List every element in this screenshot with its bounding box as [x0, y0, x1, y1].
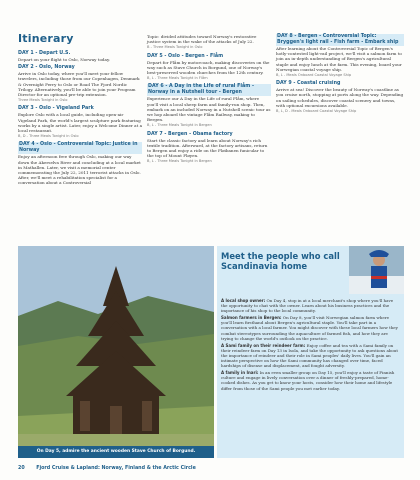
day-description: Experience our A Day in the Life of rural Flåm, where you'll visit a local sheep farm and family-run shop. Then, embark on an included Norway in a Nutshell scenic tour as we hop aboard the vintage Flåm Railway, making to Bergen.: [147, 96, 271, 123]
day-meals: B - Three Meals Tonight in Oslo: [147, 45, 203, 50]
photo-caption: On Day 5, admire the ancient wooden Stave Church of Borgund.: [18, 446, 214, 458]
day-description: After learning about the Controversial Topic of Bergen's hotly-contested light-rail project, we'll visit a salmon farm to join an in-depth understanding of Bergen's agricultural staple and enjoy lunch at the farm. This evening, board your Norwegian coastal voyage ship.: [276, 46, 402, 72]
day-title: DAY 6 - A Day in the Life of rural Flåm - Norway in a Nutshell tour - Bergen: [147, 84, 271, 96]
day-description: Enjoy an afternoon free through Oslo, making our way down the Akerselva River and concluding at a local market in Mathallen. Later, we visit a memorial center commemorating the July 22, 2011 terrorist attacks in Oslo. After, we'll meet a rehabilitation specialist for a conversation about a Controversial: [18, 154, 141, 186]
itinerary-column-1: [18, 34, 142, 189]
panel-item: [221, 298, 399, 313]
day-description: Explore Oslo with a local guide, including open-air Vigeland Park, the world's largest sculpture park featuring works by a single artist. Later, enjoy a Welcome Dinner at a local restaurant.: [18, 112, 143, 134]
itinerary-column-3: [276, 34, 404, 117]
itinerary-day: [18, 65, 142, 103]
itinerary-day: [147, 132, 271, 165]
meet-people-panel: [217, 246, 404, 458]
panel-item: [221, 315, 399, 340]
day-title: DAY 3 - Oslo - Vigeland Park: [18, 106, 94, 112]
day-meals: B, L, D - Meals Onboard Coastal Voyage Ship: [276, 109, 357, 114]
day-meals: B, D - Three Meals Tonight in Oslo: [18, 134, 79, 139]
page-footer: [18, 466, 408, 471]
page-number: 20: [18, 466, 25, 471]
footer-title: Fjord Cruise & Lapland: Norway, Finland & the Arctic Circle: [36, 466, 196, 471]
day-meals: B, L - Three Meals Tonight in Bergen: [147, 159, 212, 164]
panel-item-text: Enjoy coffee and tea with a Sami family on their reindeer farm on Day 13 in Isola, and take the opportunity to ask questions about the importance of reindeer and their role in Sami peoples' daily lives. You'll gain an intimate perspective on how the Sami community has changed over time, faced hardships of disease and displacement, and fought adversity.: [221, 342, 398, 369]
panel-item-text: On Day 8, you'll visit Norwegian salmon farm where you'll learn firsthand about Bergen's agricultural staple. You'll take part in a conversation with a local farmer. You might discover with these local farmers how they combat stereotypes surrounding the aquaculture of farmed fish, and how they are trying to change the world's outlook on the practice.: [221, 315, 398, 341]
day-title: DAY 7 - Bergen - Obama factory: [147, 131, 233, 137]
itinerary-day: [147, 34, 271, 51]
panel-body: [221, 298, 399, 393]
day-meals: B, L - Three Meals Tonight in Bergen: [147, 123, 212, 128]
day-title: DAY 8 - Bergen - Controversial Topic: Bryggen's light rail - Fish farm - Embark ship: [276, 34, 404, 46]
day-description: Depart for Flåm by motorcoach, making discoveries on the way such as Stave Church in Borgund, one of Norway's best-preserved wooden churches from the 12th century.: [147, 59, 270, 76]
panel-item-lead: A local shop owner:: [221, 298, 266, 303]
day-title: DAY 5 - Oslo - Bergen - Flåm: [147, 53, 224, 59]
day-description: Start the classic factory and learn about Norway's rich textile tradition. Afterward, at the factory artisans, return to Bergen and enjoy a ride on the Fløibanen funicular to the top of Mount Fløyen.: [147, 137, 268, 159]
panel-item: [221, 343, 399, 368]
panel-item-text: On Day 4, stop in at a local merchant's shop where you'll have the opportunity to chat with the owner. Learn about his business practices and the importance of his shop to the local community.: [221, 298, 394, 314]
stave-church-photo: [18, 246, 214, 458]
day-description: Topic: divided attitudes toward Norway's restorative justice system in the wake of the attacks of July 22.: [147, 34, 257, 45]
itinerary-day: [18, 51, 142, 62]
day-description: Depart on your flight to Oslo, Norway today.: [18, 57, 111, 62]
day-title: DAY 1 - Depart U.S.: [18, 51, 71, 56]
panel-item-lead: A Sami family on their reindeer farm:: [221, 342, 306, 348]
stave-church-illustration: [18, 246, 214, 458]
day-description: Arrive at sea! Discover the beauty of Norway's coastline as you cruise north, stopping at ports along the way. Depending on sailing schedules, discover coastal scenery and towns, with optional excursions available.: [276, 87, 404, 108]
panel-title: Meet the people who call Scandinavia home: [221, 251, 340, 271]
sami-portrait-image: [349, 246, 404, 294]
panel-item: [221, 370, 399, 390]
itinerary-day: [147, 84, 271, 128]
itinerary-day: [18, 142, 142, 185]
itinerary-day: [276, 81, 404, 114]
panel-item-lead: Salmon farmers in Bergen:: [221, 315, 282, 321]
day-title: DAY 4 - Oslo - Controversial Topic: Justice in Norway: [18, 142, 142, 154]
itinerary-column-2: [147, 34, 271, 168]
day-title: DAY 2 - Oslo, Norway: [18, 65, 75, 71]
itinerary-heading: Itinerary: [18, 32, 74, 45]
day-meals: B, L - Three Meals Tonight in Flåm: [147, 76, 208, 81]
itinerary-day: [147, 54, 271, 82]
itinerary-day: [276, 34, 404, 78]
day-meals: Three Meals Tonight in Oslo: [18, 98, 68, 103]
panel-item-lead: A family in Inari:: [221, 370, 259, 376]
day-description: Arrive in Oslo today, where you'll meet your fellow travelers, including those from our Copenhagen, Denmark & Overnight Ferry to Oslo or Road The Fjord Nordic Trilogy. Alternatively, you'll be able to join your Program Director for an optional pre-trip extension.: [18, 71, 140, 98]
panel-item-text: In an even smaller group on Day 15, you'll enjoy a taste of Finnish culture and engage in lively conversation over a dinner of freshly-prepared, home-cooked dishes. As you get to know your hosts, consider how their home and lifestyle differ from those of the Sami people you met earlier today.: [221, 370, 395, 391]
itinerary-day: [18, 106, 142, 139]
day-title: DAY 9 - Coastal cruising: [276, 81, 341, 87]
day-meals: B, L - Meals Onboard Coastal Voyage Ship: [276, 73, 352, 78]
